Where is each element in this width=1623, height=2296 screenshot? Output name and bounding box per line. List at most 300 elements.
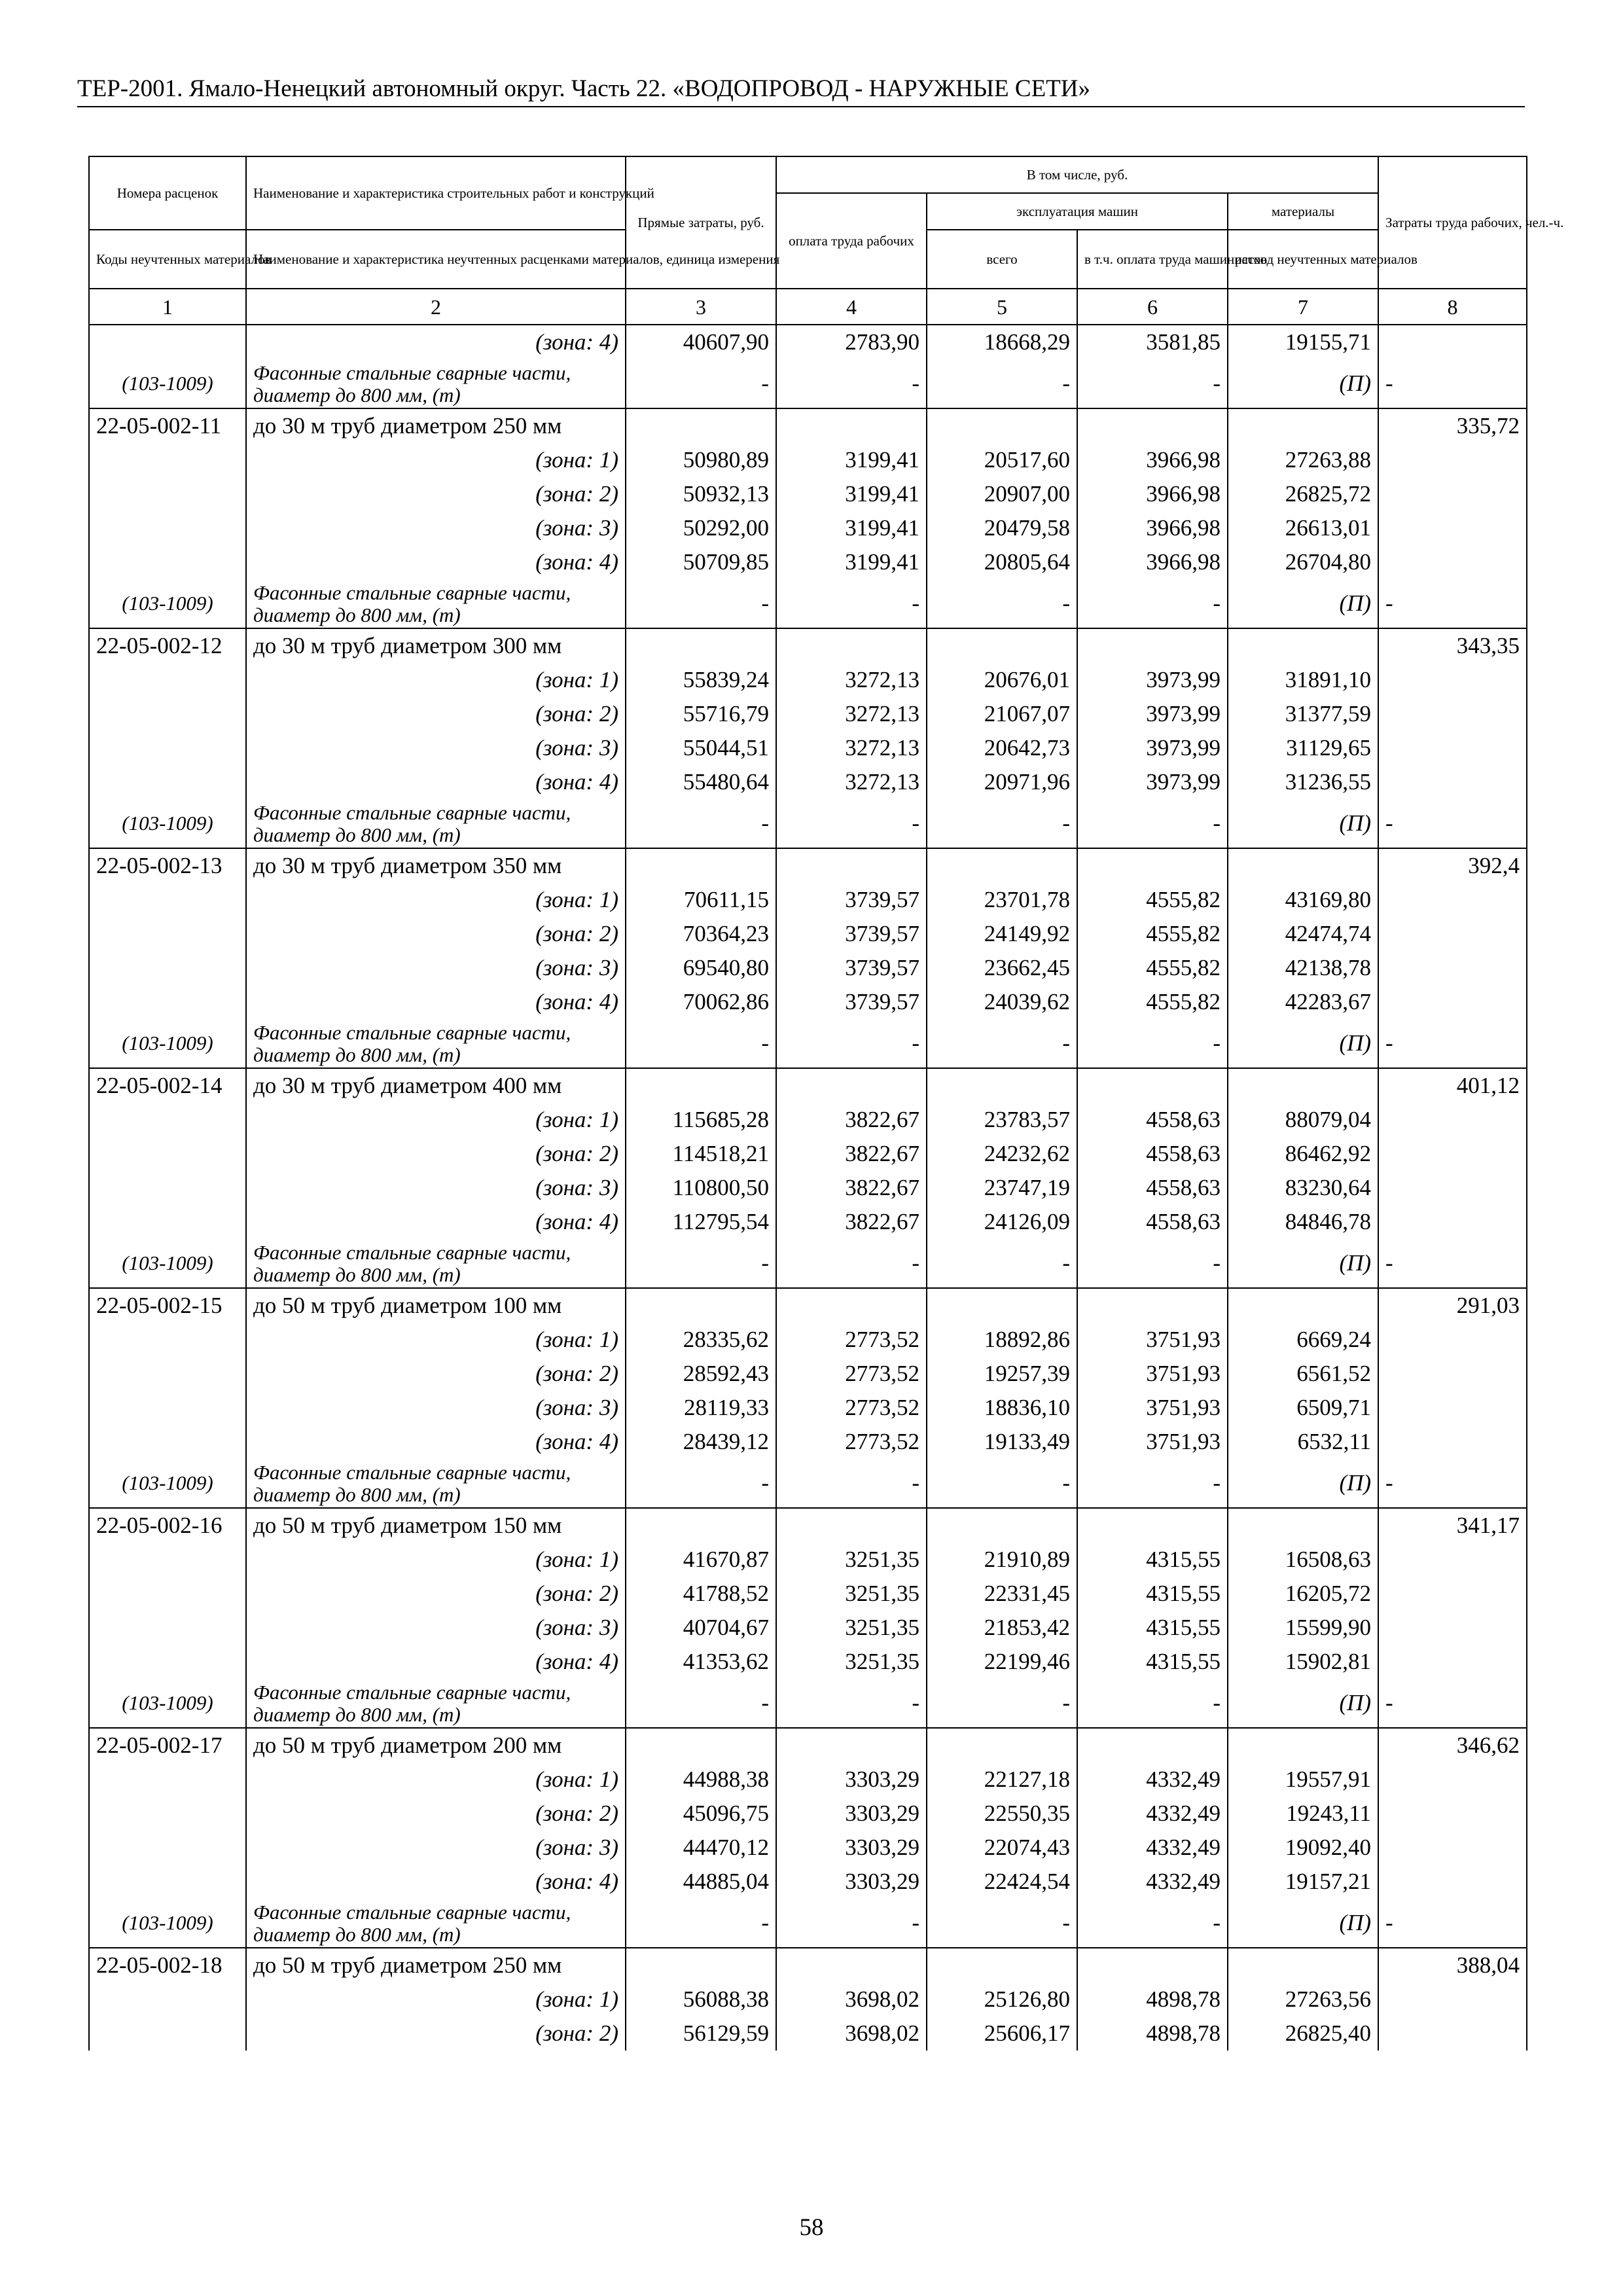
materials-cost: 84846,78 bbox=[1228, 1205, 1378, 1239]
labor-pay: 3698,02 bbox=[776, 1982, 927, 2017]
empty-cell bbox=[89, 985, 246, 1019]
zone-row bbox=[89, 1543, 1527, 1577]
dash-cell: - bbox=[626, 359, 776, 408]
material-code: (103-1009) bbox=[89, 1459, 246, 1508]
material-unit: (П) bbox=[1228, 1019, 1378, 1068]
dash-cell: - bbox=[1077, 799, 1228, 848]
empty-cell bbox=[1378, 477, 1527, 511]
dash-cell: - bbox=[927, 579, 1077, 628]
head-direct-costs: Прямые затраты, руб. bbox=[626, 156, 776, 289]
empty-cell bbox=[1378, 1763, 1527, 1797]
empty-cell bbox=[89, 1865, 246, 1899]
empty-cell bbox=[89, 1611, 246, 1645]
empty-cell bbox=[626, 1288, 776, 1323]
direct-costs: 50932,13 bbox=[626, 477, 776, 511]
operators-pay: 4315,55 bbox=[1077, 1645, 1228, 1679]
materials-cost: 16205,72 bbox=[1228, 1577, 1378, 1611]
labor-pay: 3272,13 bbox=[776, 731, 927, 765]
direct-costs: 70062,86 bbox=[626, 985, 776, 1019]
labor-pay: 2773,52 bbox=[776, 1357, 927, 1391]
empty-cell bbox=[927, 1948, 1077, 1982]
material-code: (103-1009) bbox=[89, 1899, 246, 1948]
dash-cell: - bbox=[927, 1899, 1077, 1948]
machines-total: 22550,35 bbox=[927, 1797, 1077, 1831]
head-unaccounted-materials: расход неучтенных материалов bbox=[1228, 230, 1378, 289]
zone-label: (зона: 3) bbox=[246, 731, 626, 765]
empty-cell bbox=[89, 477, 246, 511]
zone-label: (зона: 1) bbox=[246, 1103, 626, 1137]
rate-header-row bbox=[89, 848, 1527, 883]
empty-cell bbox=[626, 408, 776, 443]
material-code: (103-1009) bbox=[89, 1239, 246, 1288]
zone-label: (зона: 2) bbox=[246, 477, 626, 511]
empty-cell bbox=[89, 1103, 246, 1137]
dash-cell: - bbox=[776, 1459, 927, 1508]
dash-cell: - bbox=[776, 359, 927, 408]
head-rate-numbers: Номера расценок bbox=[89, 156, 246, 230]
work-title: до 50 м труб диаметром 250 мм bbox=[246, 1948, 626, 1982]
zone-label: (зона: 1) bbox=[246, 1323, 626, 1357]
empty-cell bbox=[89, 765, 246, 799]
zone-label: (зона: 2) bbox=[246, 2017, 626, 2051]
dash-cell: - bbox=[626, 1679, 776, 1728]
labor-pay: 3199,41 bbox=[776, 477, 927, 511]
materials-cost: 31236,55 bbox=[1228, 765, 1378, 799]
labor-pay: 3199,41 bbox=[776, 511, 927, 545]
direct-costs: 70611,15 bbox=[626, 883, 776, 917]
direct-costs: 28335,62 bbox=[626, 1323, 776, 1357]
machines-total: 20971,96 bbox=[927, 765, 1077, 799]
materials-cost: 31891,10 bbox=[1228, 663, 1378, 697]
price-table bbox=[88, 156, 1564, 2051]
empty-cell bbox=[89, 1577, 246, 1611]
empty-cell bbox=[1378, 663, 1527, 697]
materials-cost: 31129,65 bbox=[1228, 731, 1378, 765]
empty-cell bbox=[1228, 408, 1378, 443]
operators-pay: 4555,82 bbox=[1077, 985, 1228, 1019]
empty-cell bbox=[1378, 765, 1527, 799]
zone-row bbox=[89, 1357, 1527, 1391]
direct-costs: 41788,52 bbox=[626, 1577, 776, 1611]
column-number: 1 bbox=[89, 289, 246, 325]
empty-cell bbox=[1077, 628, 1228, 663]
zone-label: (зона: 3) bbox=[246, 1831, 626, 1865]
empty-cell bbox=[1077, 1288, 1228, 1323]
empty-cell bbox=[626, 848, 776, 883]
operators-pay: 4555,82 bbox=[1077, 951, 1228, 985]
empty-cell bbox=[1378, 1425, 1527, 1459]
empty-cell bbox=[1077, 408, 1228, 443]
labor-pay: 3739,57 bbox=[776, 985, 927, 1019]
labor-pay: 3272,13 bbox=[776, 697, 927, 731]
empty-cell bbox=[626, 1728, 776, 1763]
operators-pay: 3973,99 bbox=[1077, 663, 1228, 697]
dash-cell: - bbox=[776, 1239, 927, 1288]
machines-total: 24039,62 bbox=[927, 985, 1077, 1019]
empty-cell bbox=[89, 1171, 246, 1205]
operators-pay: 4898,78 bbox=[1077, 2017, 1228, 2051]
direct-costs: 40704,67 bbox=[626, 1611, 776, 1645]
machines-total: 21067,07 bbox=[927, 697, 1077, 731]
material-row bbox=[89, 1459, 1527, 1508]
zone-row bbox=[89, 1391, 1527, 1425]
labor-hours: 346,62 bbox=[1378, 1728, 1527, 1763]
direct-costs: 56129,59 bbox=[626, 2017, 776, 2051]
operators-pay: 3973,99 bbox=[1077, 731, 1228, 765]
direct-costs: 45096,75 bbox=[626, 1797, 776, 1831]
materials-cost: 88079,04 bbox=[1228, 1103, 1378, 1137]
operators-pay: 4332,49 bbox=[1077, 1797, 1228, 1831]
operators-pay: 3966,98 bbox=[1077, 545, 1228, 579]
empty-cell bbox=[1228, 848, 1378, 883]
labor-pay: 3822,67 bbox=[776, 1171, 927, 1205]
zone-row bbox=[89, 1645, 1527, 1679]
zone-label: (зона: 2) bbox=[246, 1797, 626, 1831]
empty-cell bbox=[1378, 511, 1527, 545]
dash-cell: - bbox=[1378, 799, 1527, 848]
direct-costs: 55044,51 bbox=[626, 731, 776, 765]
rate-header-row bbox=[89, 1508, 1527, 1543]
materials-cost: 6561,52 bbox=[1228, 1357, 1378, 1391]
head-machines-total: всего bbox=[927, 230, 1077, 289]
dash-cell: - bbox=[927, 1239, 1077, 1288]
materials-cost: 15902,81 bbox=[1228, 1645, 1378, 1679]
empty-cell bbox=[1378, 325, 1527, 359]
empty-cell bbox=[1378, 1171, 1527, 1205]
zone-label: (зона: 3) bbox=[246, 1171, 626, 1205]
rate-code: 22-05-002-13 bbox=[89, 848, 246, 883]
operators-pay: 4558,63 bbox=[1077, 1205, 1228, 1239]
dash-cell: - bbox=[1378, 359, 1527, 408]
zone-label: (зона: 4) bbox=[246, 1425, 626, 1459]
zone-label: (зона: 3) bbox=[246, 1611, 626, 1645]
zone-label: (зона: 1) bbox=[246, 883, 626, 917]
labor-hours: 335,72 bbox=[1378, 408, 1527, 443]
empty-cell bbox=[89, 883, 246, 917]
empty-cell bbox=[89, 2017, 246, 2051]
zone-row bbox=[89, 1797, 1527, 1831]
material-row bbox=[89, 579, 1527, 628]
empty-cell bbox=[1378, 985, 1527, 1019]
work-title: до 30 м труб диаметром 400 мм bbox=[246, 1068, 626, 1103]
empty-cell bbox=[626, 1508, 776, 1543]
head-operators-pay: в т.ч. оплата труда машинистов bbox=[1077, 230, 1228, 289]
dash-cell: - bbox=[626, 579, 776, 628]
dash-cell: - bbox=[776, 1019, 927, 1068]
zone-label: (зона: 4) bbox=[246, 545, 626, 579]
empty-cell bbox=[1378, 1645, 1527, 1679]
dash-cell: - bbox=[626, 799, 776, 848]
empty-cell bbox=[1378, 1391, 1527, 1425]
operators-pay: 4558,63 bbox=[1077, 1171, 1228, 1205]
empty-cell bbox=[927, 848, 1077, 883]
zone-row bbox=[89, 1831, 1527, 1865]
dash-cell: - bbox=[1378, 1679, 1527, 1728]
operators-pay: 3581,85 bbox=[1077, 325, 1228, 359]
empty-cell bbox=[1378, 697, 1527, 731]
operators-pay: 3966,98 bbox=[1077, 477, 1228, 511]
empty-cell bbox=[89, 951, 246, 985]
labor-hours: 401,12 bbox=[1378, 1068, 1527, 1103]
operators-pay: 4315,55 bbox=[1077, 1543, 1228, 1577]
zone-row bbox=[89, 1865, 1527, 1899]
empty-cell bbox=[89, 1357, 246, 1391]
empty-cell bbox=[626, 628, 776, 663]
work-title: до 50 м труб диаметром 200 мм bbox=[246, 1728, 626, 1763]
empty-cell bbox=[927, 1068, 1077, 1103]
dash-cell: - bbox=[776, 799, 927, 848]
empty-cell bbox=[1378, 443, 1527, 477]
empty-cell bbox=[89, 325, 246, 359]
dash-cell: - bbox=[626, 1459, 776, 1508]
zone-label: (зона: 1) bbox=[246, 443, 626, 477]
materials-cost: 26613,01 bbox=[1228, 511, 1378, 545]
zone-row bbox=[89, 697, 1527, 731]
empty-cell bbox=[1378, 1577, 1527, 1611]
empty-cell bbox=[89, 1391, 246, 1425]
empty-cell bbox=[89, 1982, 246, 2017]
empty-cell bbox=[89, 511, 246, 545]
material-unit: (П) bbox=[1228, 1239, 1378, 1288]
empty-cell bbox=[1228, 1288, 1378, 1323]
machines-total: 18836,10 bbox=[927, 1391, 1077, 1425]
empty-cell bbox=[89, 443, 246, 477]
zone-row bbox=[89, 731, 1527, 765]
labor-pay: 2773,52 bbox=[776, 1391, 927, 1425]
material-description: Фасонные стальные сварные части, диаметр до 800 мм, (т) bbox=[246, 359, 626, 408]
empty-cell bbox=[776, 1728, 927, 1763]
zone-label: (зона: 4) bbox=[246, 1645, 626, 1679]
empty-cell bbox=[1077, 848, 1228, 883]
dash-cell: - bbox=[1378, 1239, 1527, 1288]
head-material-codes: Коды неучтенных материалов bbox=[89, 230, 246, 289]
material-description: Фасонные стальные сварные части, диаметр до 800 мм, (т) bbox=[246, 579, 626, 628]
head-materials: материалы bbox=[1228, 193, 1378, 230]
labor-hours: 341,17 bbox=[1378, 1508, 1527, 1543]
zone-label: (зона: 4) bbox=[246, 325, 626, 359]
head-machines: эксплуатация машин bbox=[927, 193, 1228, 230]
zone-label: (зона: 4) bbox=[246, 985, 626, 1019]
machines-total: 24126,09 bbox=[927, 1205, 1077, 1239]
zone-row bbox=[89, 765, 1527, 799]
direct-costs: 28119,33 bbox=[626, 1391, 776, 1425]
empty-cell bbox=[1378, 1865, 1527, 1899]
direct-costs: 50709,85 bbox=[626, 545, 776, 579]
empty-cell bbox=[927, 1728, 1077, 1763]
material-code: (103-1009) bbox=[89, 359, 246, 408]
labor-pay: 3272,13 bbox=[776, 663, 927, 697]
rate-header-row bbox=[89, 1728, 1527, 1763]
dash-cell: - bbox=[1378, 1899, 1527, 1948]
dash-cell: - bbox=[1077, 1459, 1228, 1508]
rate-header-row bbox=[89, 1288, 1527, 1323]
materials-cost: 31377,59 bbox=[1228, 697, 1378, 731]
labor-pay: 3822,67 bbox=[776, 1205, 927, 1239]
material-unit: (П) bbox=[1228, 1459, 1378, 1508]
zone-label: (зона: 1) bbox=[246, 663, 626, 697]
empty-cell bbox=[776, 848, 927, 883]
zone-label: (зона: 3) bbox=[246, 1391, 626, 1425]
dash-cell: - bbox=[626, 1239, 776, 1288]
empty-cell bbox=[776, 408, 927, 443]
empty-cell bbox=[89, 1137, 246, 1171]
machines-total: 23783,57 bbox=[927, 1103, 1077, 1137]
materials-cost: 42138,78 bbox=[1228, 951, 1378, 985]
direct-costs: 55480,64 bbox=[626, 765, 776, 799]
material-code: (103-1009) bbox=[89, 1019, 246, 1068]
machines-total: 21853,42 bbox=[927, 1611, 1077, 1645]
operators-pay: 3751,93 bbox=[1077, 1425, 1228, 1459]
direct-costs: 28592,43 bbox=[626, 1357, 776, 1391]
materials-cost: 27263,88 bbox=[1228, 443, 1378, 477]
operators-pay: 4898,78 bbox=[1077, 1982, 1228, 2017]
empty-cell bbox=[1228, 1948, 1378, 1982]
dash-cell: - bbox=[1077, 579, 1228, 628]
rate-header-row bbox=[89, 1948, 1527, 1982]
labor-pay: 3303,29 bbox=[776, 1797, 927, 1831]
empty-cell bbox=[776, 1948, 927, 1982]
direct-costs: 41353,62 bbox=[626, 1645, 776, 1679]
zone-row bbox=[89, 663, 1527, 697]
empty-cell bbox=[89, 1831, 246, 1865]
labor-pay: 3303,29 bbox=[776, 1831, 927, 1865]
empty-cell bbox=[89, 663, 246, 697]
direct-costs: 55716,79 bbox=[626, 697, 776, 731]
machines-total: 18892,86 bbox=[927, 1323, 1077, 1357]
running-header: ТЕР-2001. Ямало-Ненецкий автономный округ. Часть 22. «ВОДОПРОВОД - НАРУЖНЫЕ СЕТИ» bbox=[77, 75, 1525, 107]
direct-costs: 55839,24 bbox=[626, 663, 776, 697]
materials-cost: 26825,40 bbox=[1228, 2017, 1378, 2051]
labor-pay: 3739,57 bbox=[776, 951, 927, 985]
rate-code: 22-05-002-11 bbox=[89, 408, 246, 443]
labor-hours: 392,4 bbox=[1378, 848, 1527, 883]
column-number: 7 bbox=[1228, 289, 1378, 325]
rate-header-row bbox=[89, 628, 1527, 663]
empty-cell bbox=[1077, 1068, 1228, 1103]
material-description: Фасонные стальные сварные части, диаметр до 800 мм, (т) bbox=[246, 1679, 626, 1728]
labor-pay: 3303,29 bbox=[776, 1865, 927, 1899]
zone-row bbox=[89, 883, 1527, 917]
zone-row bbox=[89, 477, 1527, 511]
materials-cost: 6509,71 bbox=[1228, 1391, 1378, 1425]
empty-cell bbox=[1378, 1137, 1527, 1171]
rate-code: 22-05-002-16 bbox=[89, 1508, 246, 1543]
empty-cell bbox=[626, 1068, 776, 1103]
direct-costs: 69540,80 bbox=[626, 951, 776, 985]
empty-cell bbox=[1378, 1831, 1527, 1865]
empty-cell bbox=[1077, 1728, 1228, 1763]
empty-cell bbox=[1378, 951, 1527, 985]
dash-cell: - bbox=[1378, 579, 1527, 628]
rate-header-row bbox=[89, 408, 1527, 443]
material-row bbox=[89, 1019, 1527, 1068]
direct-costs: 40607,90 bbox=[626, 325, 776, 359]
operators-pay: 3751,93 bbox=[1077, 1391, 1228, 1425]
direct-costs: 41670,87 bbox=[626, 1543, 776, 1577]
machines-total: 23662,45 bbox=[927, 951, 1077, 985]
empty-cell bbox=[1228, 1508, 1378, 1543]
materials-cost: 86462,92 bbox=[1228, 1137, 1378, 1171]
zone-row bbox=[89, 985, 1527, 1019]
machines-total: 23747,19 bbox=[927, 1171, 1077, 1205]
head-including: В том числе, руб. bbox=[776, 156, 1378, 193]
operators-pay: 4558,63 bbox=[1077, 1137, 1228, 1171]
zone-row bbox=[89, 443, 1527, 477]
empty-cell bbox=[776, 628, 927, 663]
labor-pay: 2773,52 bbox=[776, 1323, 927, 1357]
zone-label: (зона: 4) bbox=[246, 1205, 626, 1239]
zone-row bbox=[89, 1137, 1527, 1171]
labor-pay: 3822,67 bbox=[776, 1137, 927, 1171]
empty-cell bbox=[927, 1288, 1077, 1323]
empty-cell bbox=[1378, 1357, 1527, 1391]
dash-cell: - bbox=[1077, 1899, 1228, 1948]
materials-cost: 42283,67 bbox=[1228, 985, 1378, 1019]
operators-pay: 3751,93 bbox=[1077, 1357, 1228, 1391]
zone-label: (зона: 2) bbox=[246, 1577, 626, 1611]
zone-row bbox=[89, 1171, 1527, 1205]
direct-costs: 50292,00 bbox=[626, 511, 776, 545]
material-unit: (П) bbox=[1228, 1899, 1378, 1948]
column-number: 4 bbox=[776, 289, 927, 325]
operators-pay: 3966,98 bbox=[1077, 443, 1228, 477]
material-row bbox=[89, 359, 1527, 408]
column-number: 5 bbox=[927, 289, 1077, 325]
zone-label: (зона: 1) bbox=[246, 1543, 626, 1577]
zone-label: (зона: 1) bbox=[246, 1763, 626, 1797]
work-title: до 30 м труб диаметром 250 мм bbox=[246, 408, 626, 443]
material-code: (103-1009) bbox=[89, 1679, 246, 1728]
machines-total: 20479,58 bbox=[927, 511, 1077, 545]
dash-cell: - bbox=[1077, 359, 1228, 408]
operators-pay: 3751,93 bbox=[1077, 1323, 1228, 1357]
direct-costs: 44988,38 bbox=[626, 1763, 776, 1797]
empty-cell bbox=[1228, 628, 1378, 663]
head-material-names: Наименование и характеристика неучтенных расценками материалов, единица измерения bbox=[246, 230, 626, 289]
labor-pay: 3251,35 bbox=[776, 1543, 927, 1577]
rate-code: 22-05-002-15 bbox=[89, 1288, 246, 1323]
machines-total: 22074,43 bbox=[927, 1831, 1077, 1865]
material-row bbox=[89, 1899, 1527, 1948]
material-description: Фасонные стальные сварные части, диаметр до 800 мм, (т) bbox=[246, 1239, 626, 1288]
materials-cost: 26825,72 bbox=[1228, 477, 1378, 511]
empty-cell bbox=[626, 1948, 776, 1982]
dash-cell: - bbox=[927, 799, 1077, 848]
materials-cost: 27263,56 bbox=[1228, 1982, 1378, 2017]
zone-row bbox=[89, 1611, 1527, 1645]
direct-costs: 56088,38 bbox=[626, 1982, 776, 2017]
labor-pay: 3199,41 bbox=[776, 545, 927, 579]
operators-pay: 4332,49 bbox=[1077, 1763, 1228, 1797]
column-number: 8 bbox=[1378, 289, 1527, 325]
zone-row bbox=[89, 1205, 1527, 1239]
labor-pay: 3303,29 bbox=[776, 1763, 927, 1797]
column-number: 2 bbox=[246, 289, 626, 325]
empty-cell bbox=[89, 1543, 246, 1577]
dash-cell: - bbox=[626, 1019, 776, 1068]
labor-hours: 343,35 bbox=[1378, 628, 1527, 663]
dash-cell: - bbox=[927, 1019, 1077, 1068]
head-work-name: Наименование и характеристика строительных работ и конструкций bbox=[246, 156, 626, 230]
empty-cell bbox=[89, 1797, 246, 1831]
material-unit: (П) bbox=[1228, 359, 1378, 408]
machines-total: 20805,64 bbox=[927, 545, 1077, 579]
zone-label: (зона: 2) bbox=[246, 917, 626, 951]
direct-costs: 44470,12 bbox=[626, 1831, 776, 1865]
machines-total: 21910,89 bbox=[927, 1543, 1077, 1577]
materials-cost: 16508,63 bbox=[1228, 1543, 1378, 1577]
labor-hours: 291,03 bbox=[1378, 1288, 1527, 1323]
